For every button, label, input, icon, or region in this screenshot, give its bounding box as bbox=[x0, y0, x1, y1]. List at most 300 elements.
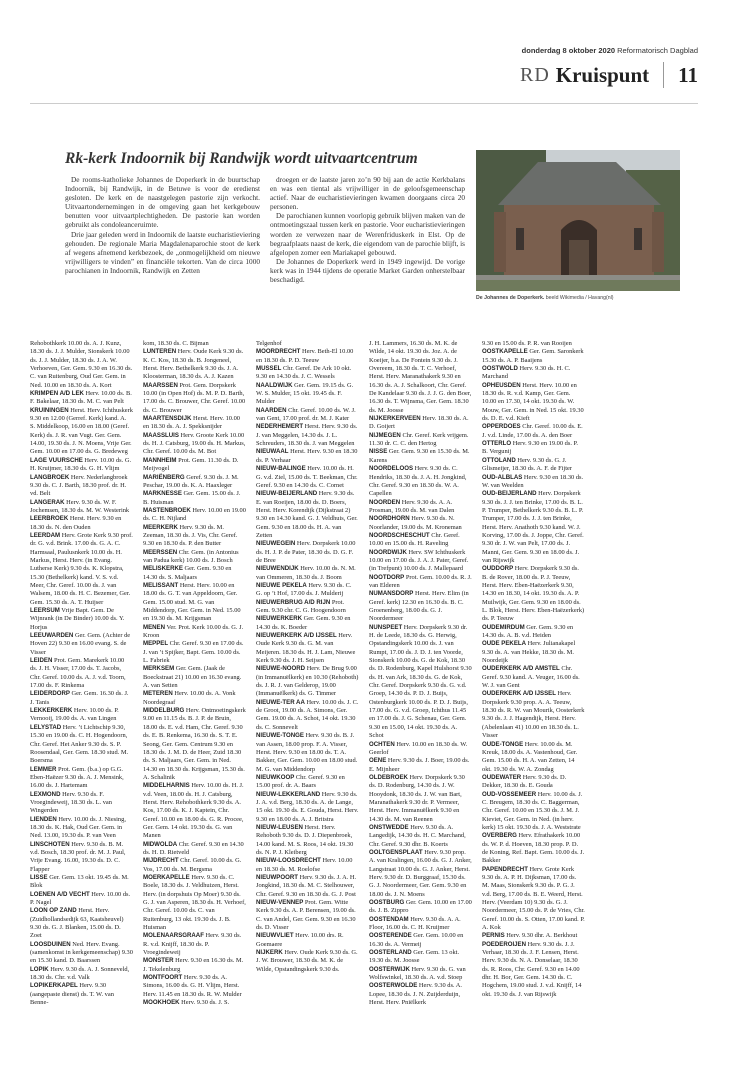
service-details: Ger. Gem. (Jaak de Boeckstraat 21) 10.00 en 16.30 evang. A. van Setten bbox=[143, 665, 242, 690]
place-name: MARIËNBERG bbox=[143, 473, 185, 481]
place-name: NIEUWE-NOORD bbox=[256, 665, 306, 673]
service-details: Herv. Dorpskerk 9.30 dr. H. de Leede, 18.30 ds. G. Herwig, Opstandingskerk 10.00 ds. J. van Rumpt, 17.00 ds. J. D. J. ten Voorde, Sionskerk 10.00 ds. G. de Kok, 18.30 ds. D. Rodenburg, Kapel Hulshorst 9.30 ds. H. van Ark, 18.30 ds. G. de Kok, Chr. Geref. Dorpskerk 9.30 ds. G. v.d. Groep, 14.30 ds. P. D. J. Buijs, Ostenburgkerk 10.00 ds. P. D. J. Buijs, 17.00 ds. G. v.d. Groep, Ichthus 11.45 en 17.00 ds. J. G. Schenau, Ger. Gem. 9.30 en 15.00, 14 okt. 19.30 ds. A. Schot bbox=[369, 623, 472, 740]
listing-entry bbox=[30, 841, 133, 874]
service-details: Herv. Oude Kerk 9.30 ds. K. C. Kos, 18.30 ds. B. Jongeneel, Herst. Herv. Bethelkerk 9.30 ds. J. A. Kloosterman, 18.30 ds. A. J. Kazen bbox=[143, 348, 244, 381]
place-name: OLDEBROEK bbox=[369, 773, 408, 781]
place-name: MAARTENSDIJK bbox=[143, 415, 192, 423]
service-details: Herv. 9.30 ds. M. Zeeman, 18.30 ds. J. Vis, Chr. Geref. 9.30 en 18.30 ds. P. den Butter bbox=[143, 523, 238, 548]
listing-entry bbox=[30, 766, 133, 791]
place-name: LANGBROEK bbox=[30, 473, 70, 481]
place-name: MOERKAPELLE bbox=[143, 874, 190, 881]
place-name: MERKSEM bbox=[143, 665, 175, 673]
service-details: Herv. 10.00 drs. R. Goemaere bbox=[256, 932, 344, 948]
listing-entry bbox=[30, 707, 133, 724]
service-details: Herv. 9.30 ds. E. van Roeijen, 18.00 ds. D. Boers, Herst. Herv. Korendijk (Dijkstraat 2) 9.30 en 14.30 kand. G. J. Veldhuis, Ger. Gem. 9.30 en 18.00 ds. H. A. van Zetten bbox=[256, 490, 358, 539]
church-service-listings bbox=[30, 340, 698, 1008]
listing-entry bbox=[369, 932, 472, 949]
service-details: Herv. 9.30 en 18.30 ds. W. van Weelden bbox=[482, 473, 584, 489]
service-details: Chr. Geref. De Ark 10 okt. 9.30 en 14.30 ds. J. C. Wessels bbox=[256, 365, 352, 381]
service-details: Herv. 10.00 ds. P. Vernooij, 19.00 ds. A. van Lingen bbox=[30, 707, 119, 723]
place-name: MEPPEL bbox=[143, 640, 169, 648]
listing-entry bbox=[482, 774, 585, 791]
listing-entry bbox=[256, 699, 359, 732]
listing-entry bbox=[143, 565, 246, 582]
service-details: Herv. 9.30 ds. A. A. Floor, 16.00 ds. C. H. Kruijmer bbox=[369, 915, 461, 932]
place-name: OOSTWOLD bbox=[482, 365, 518, 373]
listing-entry bbox=[143, 524, 246, 549]
place-name: OENE bbox=[369, 757, 387, 765]
service-details: Herv. De Brug 9.00 (in Immanuëlkerk) en 10.30 (Rehoboth) ds. J. R. J. van Gelderop, 19.00 (Immanuëlkerk) ds. G. Timmer bbox=[256, 665, 359, 698]
place-name: NIJMEGEN bbox=[369, 431, 401, 439]
place-name: NIEUWE PEKELA bbox=[256, 581, 307, 589]
service-details: Herst. Herv. Rehoboth 9.30 ds. D. J. Diepenbroek, 14.00 kand. M. S. Roos, 14 okt. 19.30 ds. N. P. J. Kleiberg bbox=[256, 823, 354, 856]
service-details: Ger. Gem. 9.30 en 14.30 ds. S. Maljaars bbox=[143, 565, 232, 581]
service-details: Herv. ’t Lichtschip 9.30, 15.30 en 19.00 ds. C. H. Hogendoorn, Chr. Geref. Het Anker 9.30 ds. S. P. Roosendaal, Ger. Gem. 18.30 stud. M. Boersma bbox=[30, 723, 129, 765]
service-details: Chr. Geref. 10.00 ds. G. Vos, 17.00 ds. M. Bergsma bbox=[143, 857, 242, 873]
service-details: Herv. 9.30 ds. B. M. v.d. Bosch, 18.30 prof. dr. M. J. Paul, Vrije Evang. 16.00, 19.30 ds. D. C. Flapper bbox=[30, 840, 126, 873]
listing-column bbox=[369, 340, 472, 1008]
service-details: Herv. 9.30 ds. A. A. Prosman, 19.00 ds. M. van Dalen bbox=[369, 498, 455, 514]
listing-entry bbox=[482, 440, 585, 457]
listing-entry bbox=[143, 624, 246, 641]
place-name: LEMMER bbox=[30, 765, 57, 773]
listing-entry bbox=[143, 640, 246, 665]
listing-entry bbox=[369, 824, 472, 849]
listing-entry bbox=[143, 348, 246, 381]
listing-entry bbox=[482, 741, 585, 774]
listing-entry bbox=[30, 632, 133, 657]
service-details: Herv. Efrathakerk 10.00 ds. W. P. d. Hoeven, 18.30 prop. P. D. de Koning, Ref. Bapt. Gem. 10.00 ds. J. Bakker bbox=[482, 832, 585, 865]
header-rule bbox=[30, 103, 698, 104]
place-name: OOSTERLAND bbox=[369, 949, 412, 957]
service-details: Ger. Gem. 19.15 ds. G. W. S. Mulder, 15 okt. 19.45 ds. F. Mulder bbox=[256, 381, 354, 406]
place-name: NIEUW-LEUSEN bbox=[256, 823, 303, 831]
service-details: Ger. Gem. 16.30 ds. J. J. Tanis bbox=[30, 690, 129, 706]
service-details: J. H. Lammers, 16.30 ds. M. K. de Wilde, 14 okt. 19.30 ds. Joz. A. de Koeijer, b.a. De Fontein 9.30 ds. J. Overeem, 18.30 ds. T. C. Verhoef, Herst. Herv. Maranathakerk 9.30 en 16.30 ds. A. J. Schalkoort, Chr. Geref. De Kandelaar 9.30 ds. J. J. G. den Boer, 16.30 ds. T. Wijnsma, Ger. Gem. 18.30 ds. M. Joosse bbox=[369, 340, 472, 414]
service-details: Prot. Gem. Marekerk 10.00 ds. J. H. Visser, 17.00 ds. T. Jacobs, Chr. Geref. 10.00 ds. A. J. v.d. Toorn, 17.00 ds. F. Rinkema bbox=[30, 657, 126, 690]
listing-column bbox=[256, 340, 359, 1008]
listing-entry bbox=[482, 340, 585, 348]
listing-entry bbox=[369, 899, 472, 916]
service-details: Herv. 9.30 ds. J. A. H. Jongkind, 18.30 ds. M. C. Stelhouwer, Chr. Geref. 9.30 en 18.30 ds. G. J. Post bbox=[256, 874, 357, 898]
listing-entry bbox=[482, 624, 585, 641]
place-name: PERNIS bbox=[482, 932, 505, 940]
listing-entry bbox=[30, 607, 133, 632]
listing-entry bbox=[369, 916, 472, 933]
listing-entry bbox=[30, 407, 133, 457]
place-name: LAGE VUURSCHE bbox=[30, 456, 83, 464]
dateline bbox=[522, 46, 698, 55]
listing-entry bbox=[369, 949, 472, 966]
place-name: LEIDEN bbox=[30, 657, 53, 665]
listing-entry bbox=[30, 791, 133, 816]
service-details: Herv. 9.30 en 19.00 ds. P. B. Vergunij bbox=[482, 440, 578, 456]
service-details: Herv. Ontmoetingskerk 9.00 en 11.15 ds. B. J. P. de Bruin, 18.00 ds. E. v.d. Ham, Chr. Geref. 9.30 ds. E. B. Renkema, 16.30 ds. S. T. E. Seong, Ger. Gem. Centrum 9.30 en 18.30 ds. J. M. D. de Heer, Zuid 18.30 ds. S. Maljaars, Ger. Gem. in Ned. 14.30 en 18.30 ds. Krijgsman, 15.30 ds. A. Schalinik bbox=[143, 707, 246, 781]
place-name: PAPENDRECHT bbox=[482, 865, 528, 873]
listing-entry bbox=[256, 791, 359, 824]
service-details: Herv. 9.30 ds. A. Simons, 16.00 ds. G. H. Vlijm, Herst. Herv. 11.45 en 18.30 ds. R. W. Mulder bbox=[143, 974, 242, 998]
listing-entry bbox=[369, 465, 472, 498]
place-name: MIDDELHARNIS bbox=[143, 782, 190, 790]
service-details: Herv. 9.30 ds. J. J. Verhaar, 18.30 ds. J. F. Lensen, Herst. Herv. 9.30 ds. N. A. Donselaar, 18.30 ds. R. Roos, Chr. Geref. 9.30 en 14.00 dhr. H. Bor, Ger. Gem. 14.30 ds. C. Hogchem, 19.00 stud. J. v.d. Knijff, 14 okt. 19.30 ds. J. van Rijswijk bbox=[482, 940, 582, 998]
article-paragraph: droegen er de laatste jaren zo’n 90 bij aan de actie Kerkbalans en was een tiental als vrijwilliger in de geloofsgemeenschap actief. Naar de eucharistievieringen kwamen doorgaans circa 20 personen. bbox=[270, 175, 465, 212]
listing-entry bbox=[369, 574, 472, 591]
place-name: NIEUW-LEKKERLAND bbox=[256, 790, 321, 798]
listing-entry bbox=[482, 565, 585, 623]
place-name: OTTOLAND bbox=[482, 456, 516, 464]
listing-entry bbox=[482, 423, 585, 440]
service-details: Ger. Gem. 9.30 en 14.30 ds. K. Boeder bbox=[256, 615, 351, 631]
place-name: ONSTWEDDE bbox=[369, 823, 409, 831]
listing-entry bbox=[482, 832, 585, 865]
service-details: Vrije Bapt. Gem. De Wijnrank (in De Binder) 10.00 ds. Y. Horjus bbox=[30, 607, 125, 631]
article-body bbox=[65, 175, 465, 284]
place-name: NIEUWERKERK A/D IJSSEL bbox=[256, 632, 337, 640]
service-details: Herst. Herv. Elim (in Geref. kerk) 12.30 en 16.30 ds. B. C. Groenenberg, 18.00 ds. G. J. Noordermeer bbox=[369, 590, 469, 623]
service-details: Herv. 9.30 ds. J. S. bbox=[179, 999, 230, 1007]
listing-entry bbox=[256, 632, 359, 665]
listing-entry bbox=[369, 624, 472, 741]
service-details: Herv. 9.30 ds. C. G. op ’t Hof, 17.00 ds. J. Mulderij bbox=[256, 581, 352, 598]
listing-entry bbox=[143, 974, 246, 999]
listing-entry bbox=[256, 599, 359, 616]
service-details: Herst. Herv. 10.00 en 18.30 ds. R. v.d. Kamp, Ger. Gem. 10.00 en 17.30, 14 okt. 19.30 ds. W. Mouw, Ger. Gem. in Ned. 15 okt. 19.30 ds. D. E. v.d. Kieft bbox=[482, 381, 584, 423]
section-title: Kruispunt bbox=[555, 62, 650, 87]
listing-entry bbox=[369, 448, 472, 465]
place-name: MELISKERKE bbox=[143, 565, 183, 573]
service-details: Chr. Geref. 9.30 en 15.00 prof. dr. A. Baars bbox=[256, 773, 345, 790]
service-details: Herv. 9.30 ds. A. J. Sonneveld, 18.30 ds. Chr. v.d. Valk bbox=[30, 965, 130, 982]
place-name: NIEUWEGEIN bbox=[256, 540, 296, 548]
listing-entry bbox=[256, 540, 359, 565]
place-name: NOORDHORN bbox=[369, 515, 410, 523]
place-name: OTTERLO bbox=[482, 440, 512, 448]
place-name: OUD-BEIJERLAND bbox=[482, 490, 537, 498]
service-details: Herv. 9.30 ds. A. Langedijk, 14.30 ds. H. C. Marchand, Chr. Geref. 9.30 dhr. B. Koerts bbox=[369, 823, 466, 848]
place-name: NEDERHEMERT bbox=[256, 423, 304, 431]
service-details: Herst. Herv. 9.30 ds. J. van Meggelen, 14.30 ds. J. L. Schreuders, 18.30 ds. J. van Meggelen bbox=[256, 423, 358, 448]
place-name: OOSTERWIJK bbox=[369, 965, 410, 973]
article-paragraph: De rooms-katholieke Johannes de Doperkerk in de buurtschap Indoornik, bij Randwijk, in de Betuwe is voor de eredienst gesloten. De kerk en de naastgelegen pastorie zijn verkocht. Uitvaartondernemingen in de omgeving gaan het kerkgebouw benutten voor uitvaartplechtigheden. De pastorie kan worden gebruikt als condoleanceruimte. bbox=[65, 175, 260, 230]
article-paragraph: Drie jaar geleden werd in Indoornik de laatste eucharistieviering gehouden. De regionale Maria Magdalenaparochie stoot de kerk af wegens afnemend kerkbezoek, de „onmogelijkheid om nieuwe vrijwilligers te vinden” en financiële tekorten. Van de circa 1000 parochianen in Indoornik, Randwijk en Zetten bbox=[65, 229, 260, 275]
place-name: LOPIK bbox=[30, 965, 49, 973]
place-name: KRUININGEN bbox=[30, 406, 69, 414]
listing-entry bbox=[30, 457, 133, 474]
brand-logo: RD bbox=[519, 63, 550, 86]
listing-entry bbox=[369, 741, 472, 758]
service-details: Herst. Herv. 10.00 en 18.30 ds. A. J. Spekksnijder bbox=[143, 415, 240, 431]
listing-entry bbox=[143, 841, 246, 858]
listing-entry bbox=[369, 966, 472, 983]
place-name: MELISSANT bbox=[143, 581, 179, 589]
listing-entry bbox=[30, 515, 133, 532]
service-details: Ger. Gem. 10.00 en 16.30 ds. A. Vermeij bbox=[369, 932, 464, 948]
service-details: Herv. 9.30 en 16.30 ds. M. J. Tekelenburg bbox=[143, 957, 244, 973]
place-name: NIEUWAAL bbox=[256, 448, 289, 456]
place-name: OUDE PEKELA bbox=[482, 640, 527, 648]
place-name: NOORDEN bbox=[369, 498, 401, 506]
service-details: Prot. Gem. Dorpskerk 10.00 (in Open Hof) ds. M. P. D. Barth, 17.00 ds. C. Brouwer, Chr. Geref. 10.00 ds. C. Brouwer bbox=[143, 381, 246, 414]
listing-entry bbox=[256, 407, 359, 424]
place-name: OOSTENDAM bbox=[369, 915, 409, 923]
listing-entry bbox=[256, 448, 359, 465]
listing-entry bbox=[143, 582, 246, 624]
service-details: Herv. Grote Kerk 9.30 ds. A. P. H. Dijksman, 17.00 ds. M. Maas, Sionskerk 9.30 ds. P. G. J. v.d. Berg, 17.00 ds. B. E. Weerd, Herst. Herv. (Veerdam 10) 9.30 ds. G. J. Noordermeer, 15.00 ds. P. de Vries, Chr. Geref. 10.00 ds. S. Otten, 17.00 kand. P. A. Kok bbox=[482, 865, 585, 932]
service-details: Herst. Herv. 9.30 en 18.30 ds. P. Verhaar bbox=[256, 448, 358, 464]
service-details: kom, 18.30 ds. C. Bijman bbox=[143, 340, 209, 347]
place-name: LEXMOND bbox=[30, 790, 61, 798]
service-details: Herv. 10.00 ds. J. C. de Groot, 19.00 ds. A. Simons, Ger. Gem. 19.00 ds. A. Schot, 14 okt. 19.30 ds. C. Sonnevelt bbox=[256, 698, 359, 731]
church-illustration bbox=[476, 150, 680, 291]
listing-entry bbox=[369, 590, 472, 623]
place-name: OOSTKAPELLE bbox=[482, 348, 528, 356]
service-details: Ger. Gem. 10.00 en 17.00 ds. J. B. Zippro bbox=[369, 899, 472, 915]
place-name: NIEUW-BEIJERLAND bbox=[256, 490, 318, 498]
listing-entry bbox=[30, 499, 133, 516]
place-name: NAARDEN bbox=[256, 406, 287, 414]
service-details: Herv. 10.00 ds. H. J. v.d. Veen, 18.00 ds. H. J. Catsburg, Herst. Herv. Rehobothkerk 9.30 ds. A. Kos, 17.00 ds. K. J. Kaptein, Chr. Geref. 10.00 en 18.00 ds. G. R. Procee, Ger. Gem. 14 okt. 19.30 ds. G. van Manen bbox=[143, 782, 244, 840]
listing-entry bbox=[143, 507, 246, 524]
service-details: Herst. Herv. 10.00 en 18.00 ds. G. T. van Appeldoorn, Ger. Gem. 15.00 stud. M. G. van Middendorp, Ger. Gem. in Ned. 15.00 en 19.30 ds. M. Krijgsman bbox=[143, 581, 241, 623]
service-details: Prot. Gem. (b.a.) op G.G. Eben-Haëzer 9.30 ds. A. J. Mensink, 16.00 ds. J. Hartemam bbox=[30, 765, 124, 790]
service-details: Ger. Gem. 9.30 en 15.30 ds. M. Karens bbox=[369, 448, 470, 464]
place-name: OCHTEN bbox=[369, 740, 395, 748]
listing-entry bbox=[256, 874, 359, 899]
listing-entry bbox=[369, 849, 472, 899]
place-name: NIEUWERKERK bbox=[256, 615, 303, 623]
place-name: OPHEUSDEN bbox=[482, 381, 521, 389]
article-headline: Rk-kerk Indoornik bij Randwijk wordt uitvaartcentrum bbox=[65, 150, 418, 167]
place-name: OVERBERG bbox=[482, 832, 517, 840]
place-name: MEERKERK bbox=[143, 523, 178, 531]
service-details: Herv. 9.30 ds. W. F. Jochemsen, 18.30 ds. M. W. Westerink bbox=[30, 498, 130, 514]
service-details: Herv. Beth-El 10.00 en 18.30 ds. P. D. Teeuw bbox=[256, 348, 354, 364]
place-name: KRIMPEN A/D LEK bbox=[30, 390, 84, 398]
place-name: OOSTERENDE bbox=[369, 932, 412, 940]
article-paragraph: De Johannes de Doperkerk werd in 1949 ingewijd. De vorige kerk was in 1944 tijdens de operatie Market Garden onherstelbaar beschadigd. bbox=[270, 256, 465, 285]
listing-entry bbox=[482, 932, 585, 940]
listing-entry bbox=[143, 549, 246, 566]
place-name: LINSCHOTEN bbox=[30, 840, 70, 848]
listing-entry bbox=[256, 582, 359, 599]
service-details: Herv. SW Ichthuskerk 10.00 en 17.00 ds. J. A. J. Pater, Geref. (in Trefpunt) 10.00 ds. J. Mallepaard bbox=[369, 548, 469, 573]
listing-entry bbox=[482, 665, 585, 690]
place-name: MARKNESSE bbox=[143, 490, 182, 498]
listing-entry bbox=[369, 432, 472, 449]
listing-entry bbox=[30, 474, 133, 499]
place-name: NIEUWVLIET bbox=[256, 932, 294, 940]
place-name: OOSTERWOLDE bbox=[369, 982, 418, 990]
service-details: Herv. 10.00 ds. A. Vonk Noordegraaf bbox=[143, 690, 236, 706]
listing-entry bbox=[369, 757, 472, 774]
service-details: Ver. Prot. Kerk 10.00 ds. G. J. Kroon bbox=[143, 623, 244, 640]
listing-entry bbox=[369, 499, 472, 516]
listing-entry bbox=[30, 724, 133, 766]
listing-entry bbox=[30, 891, 133, 908]
service-details: Herv. 9.30 ds. R. v.d. Knijff, 18.30 ds. P. Vroegindeweij bbox=[143, 932, 242, 957]
service-details: Herv. Dorpskerk 9.30 prop. A. A. Teeuw, 18.30 ds. R. W. van Mourik, Oosterkerk 9.30 ds. J. J. Hagendijk, Herst. Herv. (Abelenlaan 41) 10.00 en 18.30 ds. L. Visser bbox=[482, 690, 585, 740]
place-name: MONTFOORT bbox=[143, 974, 183, 982]
place-name: NIJKERK bbox=[256, 949, 283, 957]
service-details: Chr. Geref. 10.00 ds. E. J. v.d. Linde, 17.00 ds. A. den Boer bbox=[482, 423, 583, 439]
service-details: Herst. Herv. Ichthuskerk 9.30 en 12.00 (Gerref. Kerk) kand. A. S. Middelkoop, 16.00 en 18.00 (Geref. Kerk) ds. J. R. van Vugt. Ger. Gem. 14.00, 19.30 ds. J. N. Moens, Vrije Ger. Gem. 10.00 en 17.00 ds. G. Bredeweg bbox=[30, 406, 133, 456]
service-details: Herv. 9.30 (aangepaste dienst) ds. T. W. van Benne- bbox=[30, 982, 114, 1007]
service-details: Herv. 9.30 ds. A. Lopee, 18.30 ds. J. N. Zuijderduijn, Herst. Herv. Pniëlkerk bbox=[369, 982, 462, 1007]
service-details: Herv. 10.00 ds. M. Kreuk, 18.00 ds. A. Vastenhoud, Ger. Gem. 15.00 ds. H. A. van Zetten, 14 okt. 19.30 ds. W. A. Zondag bbox=[482, 740, 578, 773]
place-name: NIEUWKOOP bbox=[256, 773, 295, 781]
service-details: Chr. Gem. (in Antonius van Padua kerk) 10.00 ds. J. Bosch bbox=[143, 548, 239, 564]
masthead-divider bbox=[663, 62, 664, 88]
listing-column bbox=[30, 340, 133, 1008]
service-details: 9.30 en 15.00 ds. P. R. van Rooijen bbox=[482, 340, 572, 347]
service-details: Herv. Dorpskerk 10.00 ds. H. J. P. de Pater, 18.30 ds. D. G. F. de Bree bbox=[256, 540, 356, 564]
listing-entry bbox=[30, 816, 133, 841]
service-details: Herv. 18.30 ds. A. D. Goijert bbox=[369, 415, 469, 431]
place-name: LEERSUM bbox=[30, 607, 60, 614]
service-details: Rehobothkerk 10.00 ds. A. J. Kunz, 18.30 ds. J. J. Mulder, Sionskerk 10.00 ds. J. J. Mulder, 18.30 ds. J. A. W. Verhoeven, Ger. Gem. 9.30 en 16.30 ds. C. van Ruitenburg, Oud Ger. Gem. in Ned. 10.00 en 18.30 ds. A. Kort bbox=[30, 340, 133, 389]
listing-entry bbox=[256, 899, 359, 932]
place-name: OUD-VOSSEMEER bbox=[482, 790, 537, 798]
place-name: NIEUWE-TONGE bbox=[256, 732, 304, 740]
place-name: MIDDELBURG bbox=[143, 707, 185, 715]
service-details: Herv. Grote Kerk 9.30 prof. dr. G. v.d. Brink. 17.00 ds. G. A. C. Harmsaal, Paulusnkerk 10.00 ds. H. Markus, Herst. Herv. (in Evang. Lutherse Kerk) 9.30 ds. K. Klopstra, 15.30 (Bethelkerk) kand. V. S. v.d. Meer, Chr. Geref. 10.00 ds. J. van Walsem, 18.00 ds. H. C. Bezemer, Ger. Gem. 15.30 ds. A. T. Huijser bbox=[30, 531, 133, 606]
place-name: LOENEN A/D VECHT bbox=[30, 890, 90, 898]
place-name: LEEUWARDEN bbox=[30, 632, 74, 640]
page-number: 11 bbox=[678, 62, 698, 87]
place-name: LEKKERKERK bbox=[30, 707, 73, 715]
place-name: LOPIKERKAPEL bbox=[30, 982, 78, 990]
service-details: Ger. Gem. 15.00 ds. J. B. Huisman bbox=[143, 490, 241, 506]
place-name: NOORDSCHESCHUT bbox=[369, 531, 430, 539]
listing-entry bbox=[143, 857, 246, 874]
service-details: Herv. 10.00 ds. G. H. Kruijmer, 18.30 ds. G. H. Vlijm bbox=[30, 456, 132, 473]
service-details: Prot. Gem. 10.00 ds. R. J. van Elderen bbox=[369, 573, 472, 589]
place-name: OUD-ALBLAS bbox=[482, 473, 523, 481]
service-details: Herv. Groote Kerk 10.00 ds. H. J. Catsburg, 19.00 ds. H. Markus, Chr. Geref. 10.00 ds. M. Bot bbox=[143, 431, 246, 456]
listing-entry bbox=[143, 690, 246, 707]
listing-entry bbox=[143, 432, 246, 457]
service-details: Herv. 9.30 ds. F. Vroegindeweij, 18.30 ds. L. van Wingerden bbox=[30, 790, 112, 815]
service-details: Herv. Oude Kerk 9.30 ds. G. M. van Meijeren. 18.30 ds. H. J. Lam, Nieuwe Kerk 9.30 ds. J. H. Seijsen bbox=[256, 632, 356, 665]
service-details: Chr. Geref. 10.00 en 15.00 ds. H. Raveling bbox=[369, 531, 460, 548]
listing-entry bbox=[256, 465, 359, 490]
listing-entry bbox=[143, 474, 246, 491]
place-name: NISSE bbox=[369, 448, 388, 456]
article-column-1 bbox=[65, 175, 260, 284]
listing-entry bbox=[30, 966, 133, 983]
place-name: NIEUW-VENNEP bbox=[256, 899, 304, 907]
place-name: MEERSSEN bbox=[143, 548, 178, 556]
listing-entry bbox=[30, 532, 133, 607]
place-name: NIEUWERBRUG A/D RIJN bbox=[256, 598, 331, 606]
place-name: MUSSEL bbox=[256, 365, 282, 373]
listing-entry bbox=[256, 949, 359, 974]
place-name: MENEN bbox=[143, 623, 166, 631]
article-column-2 bbox=[270, 175, 465, 284]
listing-entry bbox=[482, 348, 585, 365]
place-name: OUDERKERK A/D AMSTEL bbox=[482, 665, 560, 673]
listing-entry bbox=[143, 382, 246, 415]
listing-entry bbox=[256, 857, 359, 874]
place-name: NIEUWE-TER AA bbox=[256, 698, 305, 706]
place-name: NOORDWIJK bbox=[369, 548, 407, 556]
place-name: LOOSDUINEN bbox=[30, 940, 71, 948]
service-details: Chr. Geref. 9.30 en 17.00 ds. J. van ’t Spijker, Bapt. Gem. 10.00 ds. L. Fabriek bbox=[143, 640, 244, 665]
listing-entry bbox=[369, 340, 472, 415]
listing-entry bbox=[143, 490, 246, 507]
listing-entry bbox=[256, 490, 359, 540]
service-details: Herv. 10.00 ds. J. Niesing, 18.30 ds. K. Hak, Oud Ger. Gem. in Ned. 13.00, 19.30 ds. P. van Veen bbox=[30, 815, 126, 840]
service-details: Herv. Dorpskerk 9.30 ds. B. de Rover, 18.00 ds. P. J. Teeuw, Herst. Herv. Eben-Haëzerkerk 9.30, 14.30 en 18.30, 14 okt. 19.30 ds. A. P. Muilwijk, Ger. Gem. 9.30 en 18.00 ds. L. Blok, Herst. Herv. Eben-Haëzerkerk) ds. P. Teeuw bbox=[482, 565, 585, 623]
listing-entry bbox=[256, 565, 359, 582]
place-name: MANNHEIM bbox=[143, 456, 177, 464]
place-name: MIJDRECHT bbox=[143, 857, 179, 865]
photo-caption bbox=[476, 295, 706, 301]
service-details: Chr. Geref. 10.00 ds. W. J. van Gent, 17.00 prof. dr. M. J. Kater bbox=[256, 406, 356, 423]
listing-entry bbox=[143, 707, 246, 782]
place-name: LOON OP ZAND bbox=[30, 907, 77, 915]
listing-entry bbox=[30, 390, 133, 407]
masthead bbox=[520, 62, 698, 88]
listing-entry bbox=[143, 874, 246, 932]
paper-name: Reformatorisch Dagblad bbox=[617, 46, 698, 55]
listing-entry bbox=[143, 457, 246, 474]
service-details: Herv. 9.30 ds. J. A. v.d. Berg, 18.30 ds. A. de Lange, 15 okt. 19.30 ds. E. Gouda, Herst. Herv. 9.30 en 18.00 ds. A. J. Britstra bbox=[256, 790, 359, 823]
listing-entry bbox=[256, 615, 359, 632]
listing-entry bbox=[256, 348, 359, 365]
service-details: Herst. Herv. (Zuidhollandsedijk 63, Kaatsheuvel) 9.30 ds. G. J. Blanken, 15.00 ds. D. Zoet bbox=[30, 907, 124, 940]
listing-column bbox=[143, 340, 246, 1008]
place-name: NUNSPEET bbox=[369, 623, 403, 631]
listing-entry bbox=[482, 690, 585, 740]
listing-entry bbox=[256, 774, 359, 791]
place-name: MASTENBROEK bbox=[143, 506, 191, 514]
service-details: Herv. 9.30 ds. H. C. Marchand bbox=[482, 365, 571, 381]
listing-entry bbox=[369, 515, 472, 532]
listing-entry bbox=[482, 382, 585, 424]
place-name: MOOKHOEK bbox=[143, 999, 180, 1007]
listing-entry bbox=[256, 423, 359, 448]
listing-entry bbox=[482, 941, 585, 999]
place-name: OPPERDOES bbox=[482, 423, 521, 431]
place-name: LELYSTAD bbox=[30, 723, 62, 731]
place-name: MAARSSEN bbox=[143, 381, 178, 389]
service-details: Ger. Gem. 9.30 en 14.30 ds. A. B. v.d. Heiden bbox=[482, 623, 574, 640]
listing-entry bbox=[482, 474, 585, 491]
listing-column bbox=[482, 340, 585, 1008]
issue-date: donderdag 8 oktober 2020 bbox=[521, 46, 616, 55]
place-name: LEERDAM bbox=[30, 531, 61, 539]
service-details: Herv. 9.30 ds. B. J. van Assen, 18.00 prop. F. A. Visser, Herst. Herv. 9.30 en 18.00 ds. T. A. Bakker, Ger. Gem. 10.00 en 18.00 stud. M. G. van Middendorp bbox=[256, 732, 358, 773]
listing-entry bbox=[369, 415, 472, 432]
service-details: Herv. 10.00 ds. H. G. v.d. Ziel, 15.00 ds. T. Beekman, Chr. Geref. 9.30 en 14.30 ds. C. Cornet bbox=[256, 465, 358, 489]
place-name: MONSTER bbox=[143, 957, 174, 965]
listing-entry bbox=[256, 824, 359, 857]
listing-entry bbox=[482, 640, 585, 665]
listing-entry bbox=[30, 907, 133, 940]
listing-entry bbox=[256, 665, 359, 698]
service-details: Prot. Gem. 11.30 ds. D. Meijvogel bbox=[143, 456, 239, 473]
church-photo bbox=[476, 150, 680, 291]
listing-entry bbox=[482, 490, 585, 565]
service-details: Herv. 10.00 ds. J. C. Breugem, 18.30 ds. C. Baggerman, Chr. Geref. 10.00 en 15.30 ds. J. M. J. Kieviet, Ger. Gem. in Ned. (in herv. kerk) 15 okt. 19.30 ds. J. A. Weststrate bbox=[482, 790, 583, 831]
place-name: OUDEMIRDUM bbox=[482, 623, 525, 631]
service-details: Herv. 10.00 en 19.00 ds. C. H. Nijland bbox=[143, 506, 246, 523]
listing-entry bbox=[369, 774, 472, 824]
place-name: NOORDELOOS bbox=[369, 465, 414, 473]
service-details: Herst. Herv. 9.30 en 18.30 ds. N. den Ouden bbox=[30, 515, 122, 531]
listing-entry bbox=[30, 982, 133, 1007]
